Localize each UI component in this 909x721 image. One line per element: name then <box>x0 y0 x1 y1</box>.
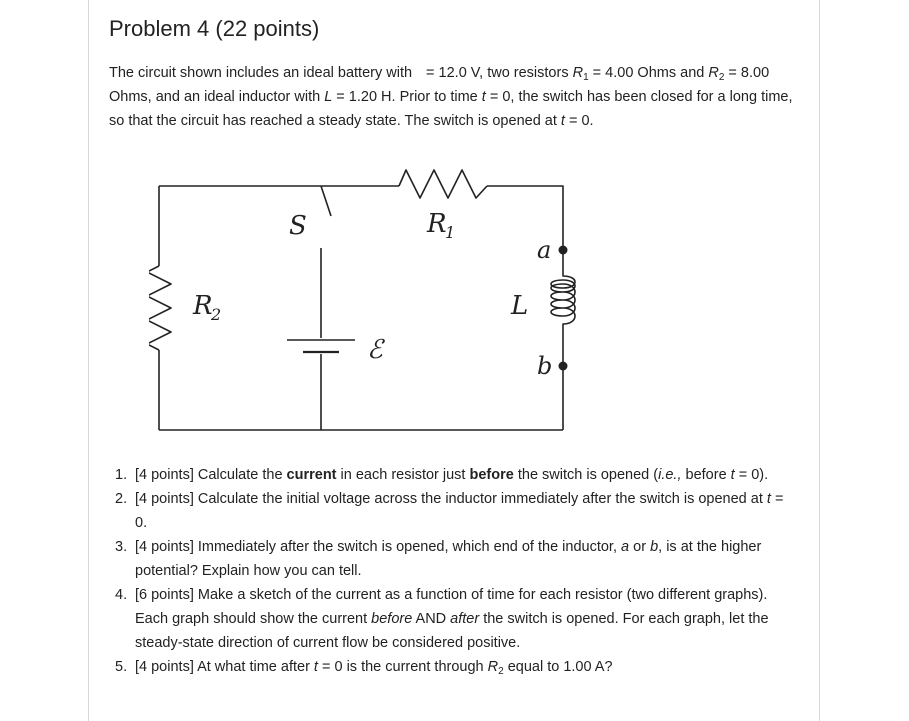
question-text: [4 points] Calculate the initial voltage across the inductor immediately after the switch is opened at <box>135 491 767 507</box>
resistor-r2 <box>149 266 171 350</box>
question-italic: R <box>487 659 499 675</box>
r2-subscript: 2 <box>718 72 725 83</box>
terminal-b-dot <box>559 362 568 371</box>
circuit-diagram <box>149 158 619 438</box>
question-number: 4. <box>115 587 128 603</box>
terminal-b-label: b <box>537 352 553 380</box>
question-emphasis: current <box>286 467 337 483</box>
question-italic: t <box>766 491 771 507</box>
question-italic: t <box>730 467 735 483</box>
inductor-label: L <box>511 291 529 321</box>
question-number: 2. <box>115 491 128 507</box>
question-text: = 0. <box>135 491 784 531</box>
r1-label-subscript: 1 <box>445 223 456 242</box>
question-number: 1. <box>115 467 128 483</box>
r2-label-subscript: 2 <box>211 305 222 324</box>
question-item <box>109 463 799 487</box>
question-text: = 0 is the current through <box>317 659 488 675</box>
question-text: before <box>681 467 731 483</box>
r2-symbol: R <box>708 65 719 81</box>
question-text: the switch is opened ( <box>513 467 659 483</box>
l-symbol: L <box>324 89 333 105</box>
problem-intro <box>109 61 809 133</box>
intro-text-3: = 4.00 Ohms and <box>588 65 709 81</box>
switch-blade <box>321 186 331 216</box>
question-text: = 0). <box>734 467 769 483</box>
question-item <box>109 487 799 535</box>
intro-text-6: = 0, the switch has been closed for a long time, so that the circuit has reached a steady state. The switch is opened at <box>109 89 793 129</box>
problem-page <box>88 0 820 721</box>
question-text: in each resistor just <box>336 467 470 483</box>
question-text: [6 points] Make a sketch of the current as a function of time for each resistor (two different graphs). Each graph should show the current <box>135 587 768 627</box>
question-item <box>109 583 799 655</box>
r1-subscript: 1 <box>583 72 589 83</box>
question-item <box>109 655 799 679</box>
question-number: 3. <box>115 539 128 555</box>
question-text: [4 points] Immediately after the switch is opened, which end of the inductor, <box>135 539 622 555</box>
question-italic: b <box>650 539 659 555</box>
inductor-coil <box>551 250 575 366</box>
intro-text-4: = 8.00 Ohms, and an ideal inductor with <box>109 65 770 105</box>
question-text: [4 points] At what time after <box>135 659 314 675</box>
t-symbol-2: t <box>560 113 565 129</box>
question-list <box>109 463 799 679</box>
top-wire-right <box>487 186 563 250</box>
question-text: AND <box>412 611 451 627</box>
intro-text-2: = 12.0 V, two resistors <box>426 65 573 81</box>
terminal-a-label: a <box>537 236 552 264</box>
t-symbol: t <box>481 89 486 105</box>
question-text: [4 points] Calculate the <box>135 467 287 483</box>
question-text: , is at the higher potential? Explain how you can tell. <box>135 539 762 579</box>
question-italic: t <box>313 659 318 675</box>
question-text: equal to 1.00 A? <box>503 659 613 675</box>
switch-label: S <box>289 211 307 241</box>
problem-title: Problem 4 (22 points) <box>109 16 320 41</box>
terminal-a-dot <box>559 246 568 255</box>
r1-label: R <box>427 209 447 239</box>
question-item <box>109 535 799 583</box>
r2-label: R <box>193 291 213 321</box>
emf-label: ℰ <box>367 335 383 365</box>
intro-text-1: The circuit shown includes an ideal battery with <box>109 65 413 81</box>
question-italic: before <box>371 611 413 627</box>
question-italic: i.e., <box>658 467 682 483</box>
question-italic: a <box>621 539 630 555</box>
question-text: or <box>629 539 651 555</box>
question-emphasis: before <box>469 467 514 483</box>
r1-symbol: R <box>572 65 584 81</box>
question-text: the switch is opened. For each graph, let the steady-state direction of current flow be considered positive. <box>135 611 769 651</box>
intro-text-5: = 1.20 H. Prior to time <box>332 89 482 105</box>
question-subscript: 2 <box>498 666 504 677</box>
intro-text-7: = 0. <box>564 113 594 129</box>
question-italic: after <box>450 611 480 627</box>
resistor-r1 <box>399 170 487 198</box>
question-number: 5. <box>115 659 128 675</box>
